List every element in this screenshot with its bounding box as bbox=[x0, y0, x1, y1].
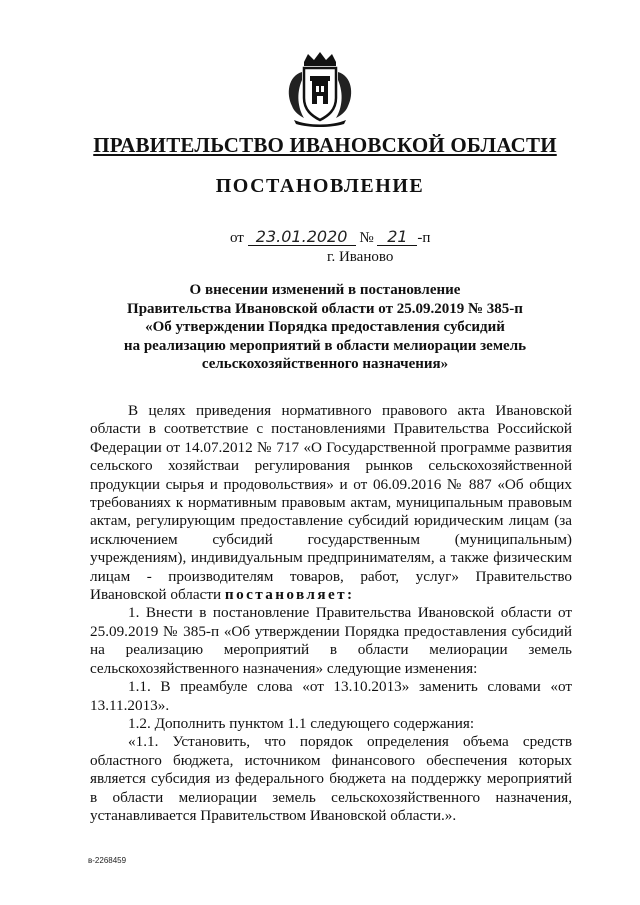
number-suffix: -п bbox=[417, 230, 431, 246]
title-line: О внесении изменений в постановление bbox=[189, 282, 461, 298]
number-sign: № bbox=[359, 230, 374, 246]
date-prefix: от bbox=[230, 230, 244, 246]
date-number-line bbox=[230, 229, 430, 247]
body-paragraph: 1.1. В преамбуле слова «от 13.10.2013» заменить словами «от 13.11.2013». bbox=[90, 678, 572, 714]
footer-code: в-2268459 bbox=[88, 856, 127, 865]
body-paragraph: 1. Внести в постановление Правительства Ивановской области от 25.09.2019 № 385-п «Об утверждении Порядка предоставления субсидий на реализацию мероприятий в области мелиорации земель сельскохозяйственного назначения» следующие изменения: bbox=[90, 604, 572, 677]
coat-of-arms-emblem bbox=[286, 50, 354, 128]
title-line: сельскохозяйственного назначения» bbox=[201, 356, 449, 372]
city-name: г. Иваново bbox=[327, 249, 394, 265]
body-paragraph: 1.2. Дополнить пунктом 1.1 следующего содержания: bbox=[128, 714, 475, 732]
preamble-paragraph bbox=[90, 402, 572, 604]
decree-body bbox=[90, 402, 572, 825]
decides-word: постановляет: bbox=[224, 586, 355, 604]
title-line: «Об утверждении Порядка предоставления субсидий bbox=[145, 319, 505, 335]
title-line: Правительства Ивановской области от 25.09.2019 № 385-п bbox=[127, 300, 523, 317]
decree-number: 21 bbox=[377, 229, 417, 246]
document-type-heading: ПОСТАНОВЛЕНИЕ bbox=[215, 175, 425, 197]
decree-title bbox=[90, 281, 560, 374]
preamble-text: В целях приведения нормативного правового акта Ивановской области в соответствие с постановлениями Правительства Российской Федерации от 14.07.2012 № 717 «О Государственной программе развития сельского хозяйстваи регулирования рынков сельскохозяйственной продукции сырья и продовольствия» и от 06.09.2016 № 887 «Об общих требованиях к нормативным правовым актам, муниципальным правовым актам, регулирующим предоставление субсидий юридическим лицам (за исключением субсидий государственным (муниципальным) учреждениям), индивидуальным предпринимателям, а также физическим лицам - производителям товаров, работ, услуг» Правительство Ивановской области bbox=[90, 402, 572, 604]
decree-date: 23.01.2020 bbox=[248, 229, 356, 246]
government-name-heading: ПРАВИТЕЛЬСТВО ИВАНОВСКОЙ ОБЛАСТИ bbox=[93, 133, 557, 157]
body-paragraph: «1.1. Установить, что порядок определения объема средств областного бюджета, источником финансового обеспечения которых является субсидия из федерального бюджета на поддержку мероприятий в области мелиорации земель сельскохозяйственного назначения, устанавливается Правительством Ивановской области.». bbox=[90, 733, 572, 824]
title-line: на реализацию мероприятий в области мелиорации земель bbox=[123, 337, 527, 354]
